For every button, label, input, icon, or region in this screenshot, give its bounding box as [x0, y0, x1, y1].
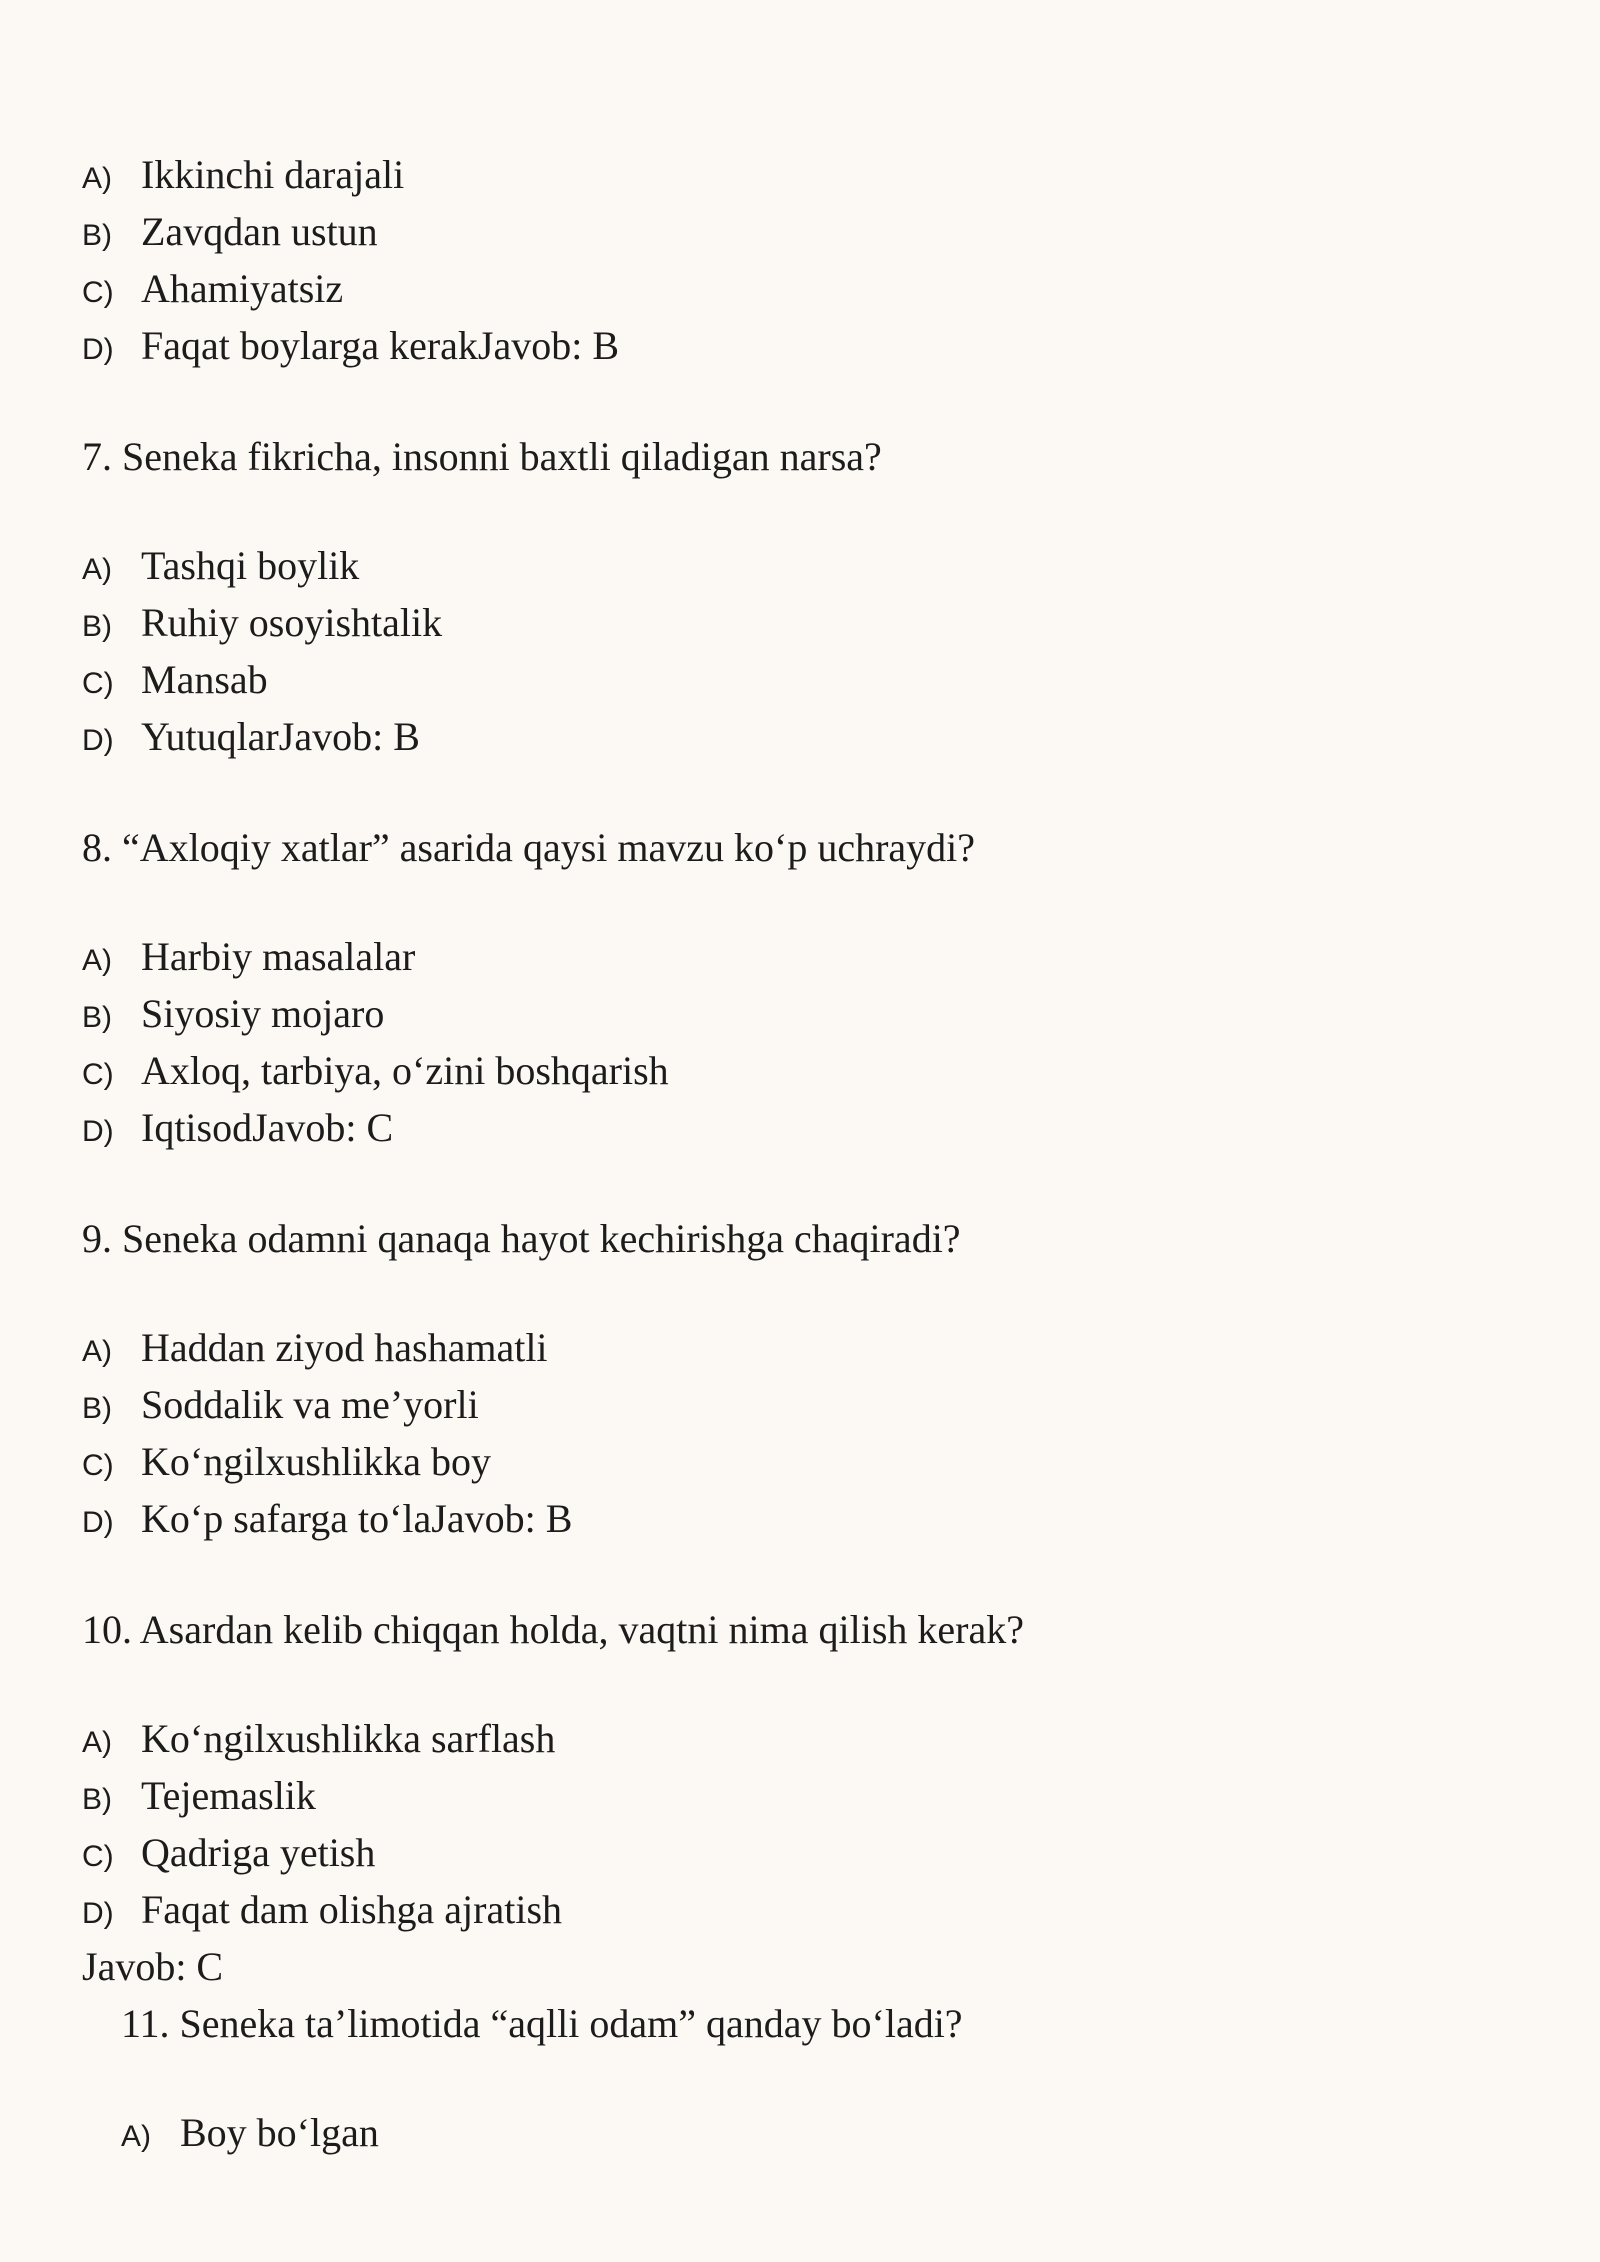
document-page: [82, 146, 1522, 2161]
option-b: [82, 594, 1522, 651]
option-c: [82, 260, 1522, 317]
option-text: Faqat boylarga kerakJavob: B: [141, 323, 620, 368]
option-text: Ruhiy osoyishtalik: [141, 600, 443, 645]
option-a: [82, 146, 1522, 203]
option-text: Tashqi boylik: [141, 543, 360, 588]
option-a: [82, 928, 1522, 985]
option-b: [82, 1767, 1522, 1824]
option-text: Ko‘ngilxushlikka sarflash: [141, 1716, 556, 1761]
option-letter: B): [82, 610, 112, 643]
option-d: [82, 1099, 1522, 1156]
option-c: [82, 1824, 1522, 1881]
option-letter: B): [82, 1783, 112, 1816]
option-letter: B): [82, 1392, 112, 1425]
option-letter: D): [82, 724, 114, 757]
question-9: 9. Seneka odamni qanaqa hayot kechirishga chaqiradi?: [82, 1216, 961, 1261]
option-b: [82, 203, 1522, 260]
option-b: [82, 1376, 1522, 1433]
option-text: Ahamiyatsiz: [141, 266, 344, 311]
option-d: [82, 1490, 1522, 1547]
option-a: [121, 2104, 1522, 2161]
option-letter: A): [82, 1726, 112, 1759]
q6-options: [82, 146, 1522, 374]
option-letter: D): [82, 1897, 114, 1930]
option-letter: D): [82, 333, 114, 366]
option-text: Faqat dam olishga ajratish: [141, 1887, 563, 1932]
option-letter: C): [82, 276, 114, 309]
option-d: [82, 708, 1522, 765]
q10-options: [82, 1710, 1522, 1938]
option-b: [82, 985, 1522, 1042]
question-11-block: [82, 1995, 1522, 2161]
option-text: Haddan ziyod hashamatli: [141, 1325, 548, 1370]
option-c: [82, 651, 1522, 708]
answer-10: Javob: C: [82, 1944, 224, 1989]
option-text: Qadriga yetish: [141, 1830, 376, 1875]
question-7: 7. Seneka fikricha, insonni baxtli qiladigan narsa?: [82, 434, 882, 479]
q11-options: [121, 2104, 1522, 2161]
option-text: Ko‘p safarga to‘laJavob: B: [141, 1496, 573, 1541]
q8-options: [82, 928, 1522, 1156]
q9-options: [82, 1319, 1522, 1547]
option-text: Siyosiy mojaro: [141, 991, 385, 1036]
option-letter: C): [82, 1058, 114, 1091]
option-letter: A): [121, 2120, 151, 2153]
option-letter: C): [82, 1840, 114, 1873]
option-letter: C): [82, 667, 114, 700]
option-letter: C): [82, 1449, 114, 1482]
option-text: Boy bo‘lgan: [180, 2110, 379, 2155]
option-letter: A): [82, 944, 112, 977]
option-text: Zavqdan ustun: [141, 209, 378, 254]
option-letter: D): [82, 1115, 114, 1148]
option-text: Tejemaslik: [141, 1773, 316, 1818]
option-a: [82, 537, 1522, 594]
option-text: Soddalik va me’yorli: [141, 1382, 479, 1427]
option-d: [82, 1881, 1522, 1938]
option-text: Ko‘ngilxushlikka boy: [141, 1439, 491, 1484]
option-letter: A): [82, 553, 112, 586]
option-c: [82, 1433, 1522, 1490]
question-11: 11. Seneka ta’limotida “aqlli odam” qanday bo‘ladi?: [121, 2001, 963, 2046]
option-letter: A): [82, 1335, 112, 1368]
option-text: IqtisodJavob: C: [141, 1105, 394, 1150]
question-8: 8. “Axloqiy xatlar” asarida qaysi mavzu ko‘p uchraydi?: [82, 825, 976, 870]
option-text: Ikkinchi darajali: [141, 152, 405, 197]
option-a: [82, 1710, 1522, 1767]
option-text: YutuqlarJavob: B: [141, 714, 420, 759]
option-text: Mansab: [141, 657, 268, 702]
option-letter: A): [82, 162, 112, 195]
option-letter: B): [82, 1001, 112, 1034]
option-letter: B): [82, 219, 112, 252]
option-c: [82, 1042, 1522, 1099]
option-text: Harbiy masalalar: [141, 934, 416, 979]
option-a: [82, 1319, 1522, 1376]
q7-options: [82, 537, 1522, 765]
option-d: [82, 317, 1522, 374]
question-10: 10. Asardan kelib chiqqan holda, vaqtni nima qilish kerak?: [82, 1607, 1024, 1652]
option-text: Axloq, tarbiya, o‘zini boshqarish: [141, 1048, 669, 1093]
option-letter: D): [82, 1506, 114, 1539]
